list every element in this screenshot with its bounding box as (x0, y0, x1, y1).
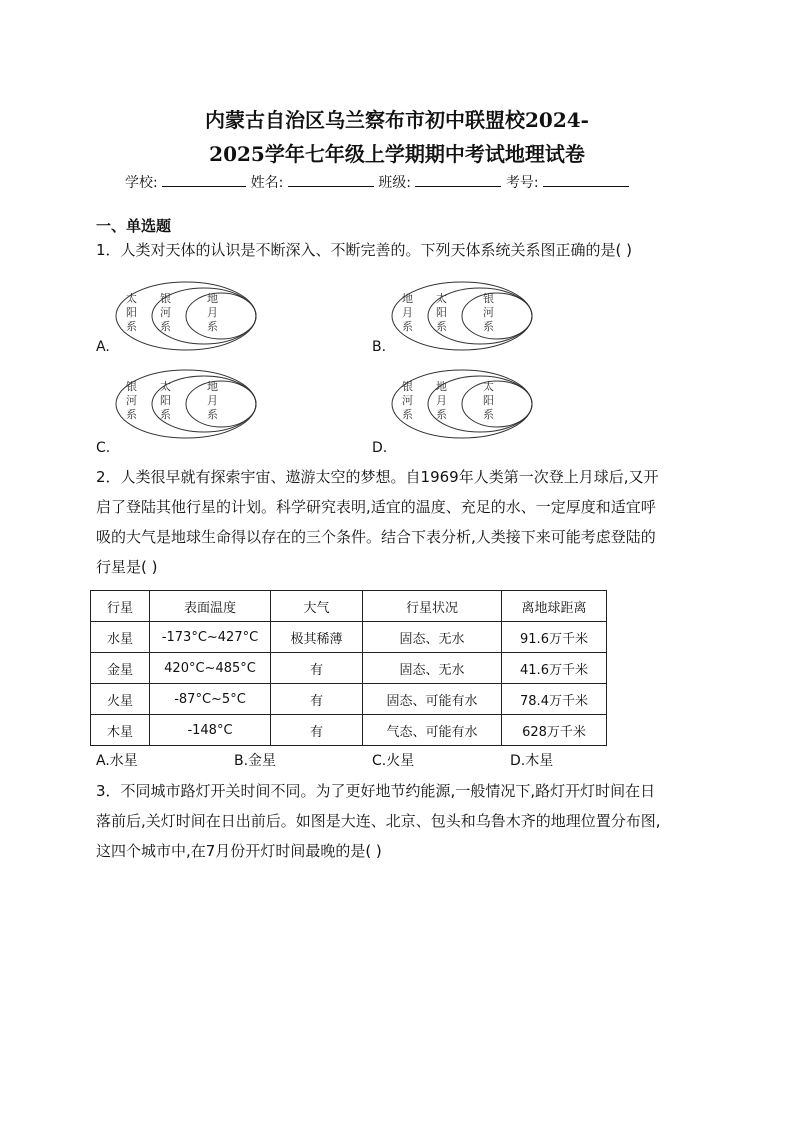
d-inner-3: 系 (483, 408, 494, 421)
q3-line: 3．不同城市路灯开关时间不同。为了更好地节约能源,一般情况下,路灯开灯时间在日 (96, 782, 656, 800)
a-outer-1: 太 (126, 292, 137, 305)
c-inner-2: 月 (207, 394, 218, 407)
table-cell: 有 (271, 715, 363, 746)
c-outer-2: 河 (126, 394, 137, 407)
school-blank[interactable] (162, 172, 246, 187)
table-cell: 火星 (91, 684, 150, 715)
diagram-option-b[interactable] (388, 276, 538, 356)
c-middle-2: 阳 (160, 394, 171, 407)
name-blank[interactable] (288, 172, 374, 187)
d-inner-1: 太 (483, 380, 494, 393)
table-row (91, 715, 607, 746)
table-row (91, 684, 607, 715)
table-cell: 41.6万千米 (502, 653, 607, 684)
a-middle-1: 银 (160, 292, 171, 305)
question-2-text (96, 462, 706, 582)
a-outer-3: 系 (126, 320, 137, 333)
table-cell: 有 (271, 653, 363, 684)
choice-d[interactable]: D.木星 (510, 753, 554, 769)
table-cell: 固态、无水 (363, 653, 502, 684)
class-blank[interactable] (415, 172, 501, 187)
table-cell: 金星 (91, 653, 150, 684)
student-info-row (125, 172, 629, 192)
table-cell: 水星 (91, 622, 150, 653)
d-middle-3: 系 (436, 408, 447, 421)
d-middle-1: 地 (436, 380, 447, 393)
question-3-text (96, 776, 706, 866)
number-label: 考号: (505, 175, 539, 191)
a-inner-2: 月 (207, 306, 218, 319)
c-middle-1: 太 (160, 380, 171, 393)
header-cell: 行星状况 (363, 591, 502, 622)
choice-a[interactable]: A.水星 (96, 753, 138, 769)
q2-line: 行星是( ) (96, 558, 158, 576)
b-inner-3: 系 (483, 320, 494, 333)
a-inner-1: 地 (207, 292, 218, 305)
table-header-row (91, 591, 607, 622)
planet-table (90, 590, 607, 746)
choice-c[interactable]: C.火星 (372, 753, 415, 769)
d-outer-1: 银 (402, 380, 413, 393)
option-d-label[interactable]: D. (372, 440, 388, 456)
exam-title-line1: 内蒙古自治区乌兰察布市初中联盟校2024- (205, 108, 589, 132)
question-1-text: 1．人类对天体的认识是不断深入、不断完善的。下列天体系统关系图正确的是( ) (96, 241, 633, 259)
b-middle-3: 系 (436, 320, 447, 333)
table-cell: 固态、可能有水 (363, 684, 502, 715)
d-outer-3: 系 (402, 408, 413, 421)
d-middle-2: 月 (436, 394, 447, 407)
header-cell: 行星 (91, 591, 150, 622)
c-outer-1: 银 (126, 380, 137, 393)
c-inner-1: 地 (207, 380, 218, 393)
table-cell: 628万千米 (502, 715, 607, 746)
a-middle-2: 河 (160, 306, 171, 319)
name-label: 姓名: (250, 175, 284, 191)
a-outer-2: 阳 (126, 306, 137, 319)
table-cell: 固态、无水 (363, 622, 502, 653)
b-middle-2: 阳 (436, 306, 447, 319)
header-cell: 大气 (271, 591, 363, 622)
a-middle-3: 系 (160, 320, 171, 333)
option-a-label[interactable]: A. (96, 339, 110, 355)
section-heading: 一、单选题 (96, 217, 172, 235)
c-middle-3: 系 (160, 408, 171, 421)
d-inner-2: 阳 (483, 394, 494, 407)
c-inner-3: 系 (207, 408, 218, 421)
d-outer-2: 河 (402, 394, 413, 407)
table-row (91, 653, 607, 684)
diagram-option-d[interactable] (388, 364, 538, 444)
header-cell: 离地球距离 (502, 591, 607, 622)
q2-line: 2．人类很早就有探索宇宙、遨游太空的梦想。自1969年人类第一次登上月球后,又开 (96, 468, 659, 486)
b-inner-2: 河 (483, 306, 494, 319)
b-inner-1: 银 (483, 292, 494, 305)
table-cell: 420°C~485°C (150, 653, 271, 684)
diagram-option-a[interactable] (112, 276, 262, 356)
exam-title-line2: 2025学年七年级上学期期中考试地理试卷 (209, 142, 585, 166)
header-cell: 表面温度 (150, 591, 271, 622)
table-cell: 极其稀薄 (271, 622, 363, 653)
table-cell: 有 (271, 684, 363, 715)
class-label: 班级: (378, 175, 411, 191)
table-cell: 78.4万千米 (502, 684, 607, 715)
c-outer-3: 系 (126, 408, 137, 421)
option-b-label[interactable]: B. (372, 339, 387, 355)
table-cell: -87°C~5°C (150, 684, 271, 715)
choice-b[interactable]: B.金星 (234, 753, 277, 769)
b-middle-1: 太 (436, 292, 447, 305)
table-cell: 91.6万千米 (502, 622, 607, 653)
table-cell: 木星 (91, 715, 150, 746)
table-cell: 气态、可能有水 (363, 715, 502, 746)
b-outer-2: 月 (402, 306, 413, 319)
school-label: 学校: (125, 175, 158, 191)
table-row (91, 622, 607, 653)
table-cell: -173°C~427°C (150, 622, 271, 653)
q2-line: 启了登陆其他行星的计划。科学研究表明,适宜的温度、充足的水、一定厚度和适宜呼 (96, 498, 656, 516)
option-c-label[interactable]: C. (96, 440, 111, 456)
b-outer-3: 系 (402, 320, 413, 333)
q3-line: 这四个城市中,在7月份开灯时间最晚的是( ) (96, 842, 382, 860)
table-cell: -148°C (150, 715, 271, 746)
b-outer-1: 地 (402, 292, 413, 305)
q2-line: 吸的大气是地球生命得以存在的三个条件。结合下表分析,人类接下来可能考虑登陆的 (96, 528, 656, 546)
a-inner-3: 系 (207, 320, 218, 333)
diagram-option-c[interactable] (112, 364, 262, 444)
number-blank[interactable] (543, 172, 629, 187)
q3-line: 落前后,关灯时间在日出前后。如图是大连、北京、包头和乌鲁木齐的地理位置分布图, (96, 812, 661, 830)
